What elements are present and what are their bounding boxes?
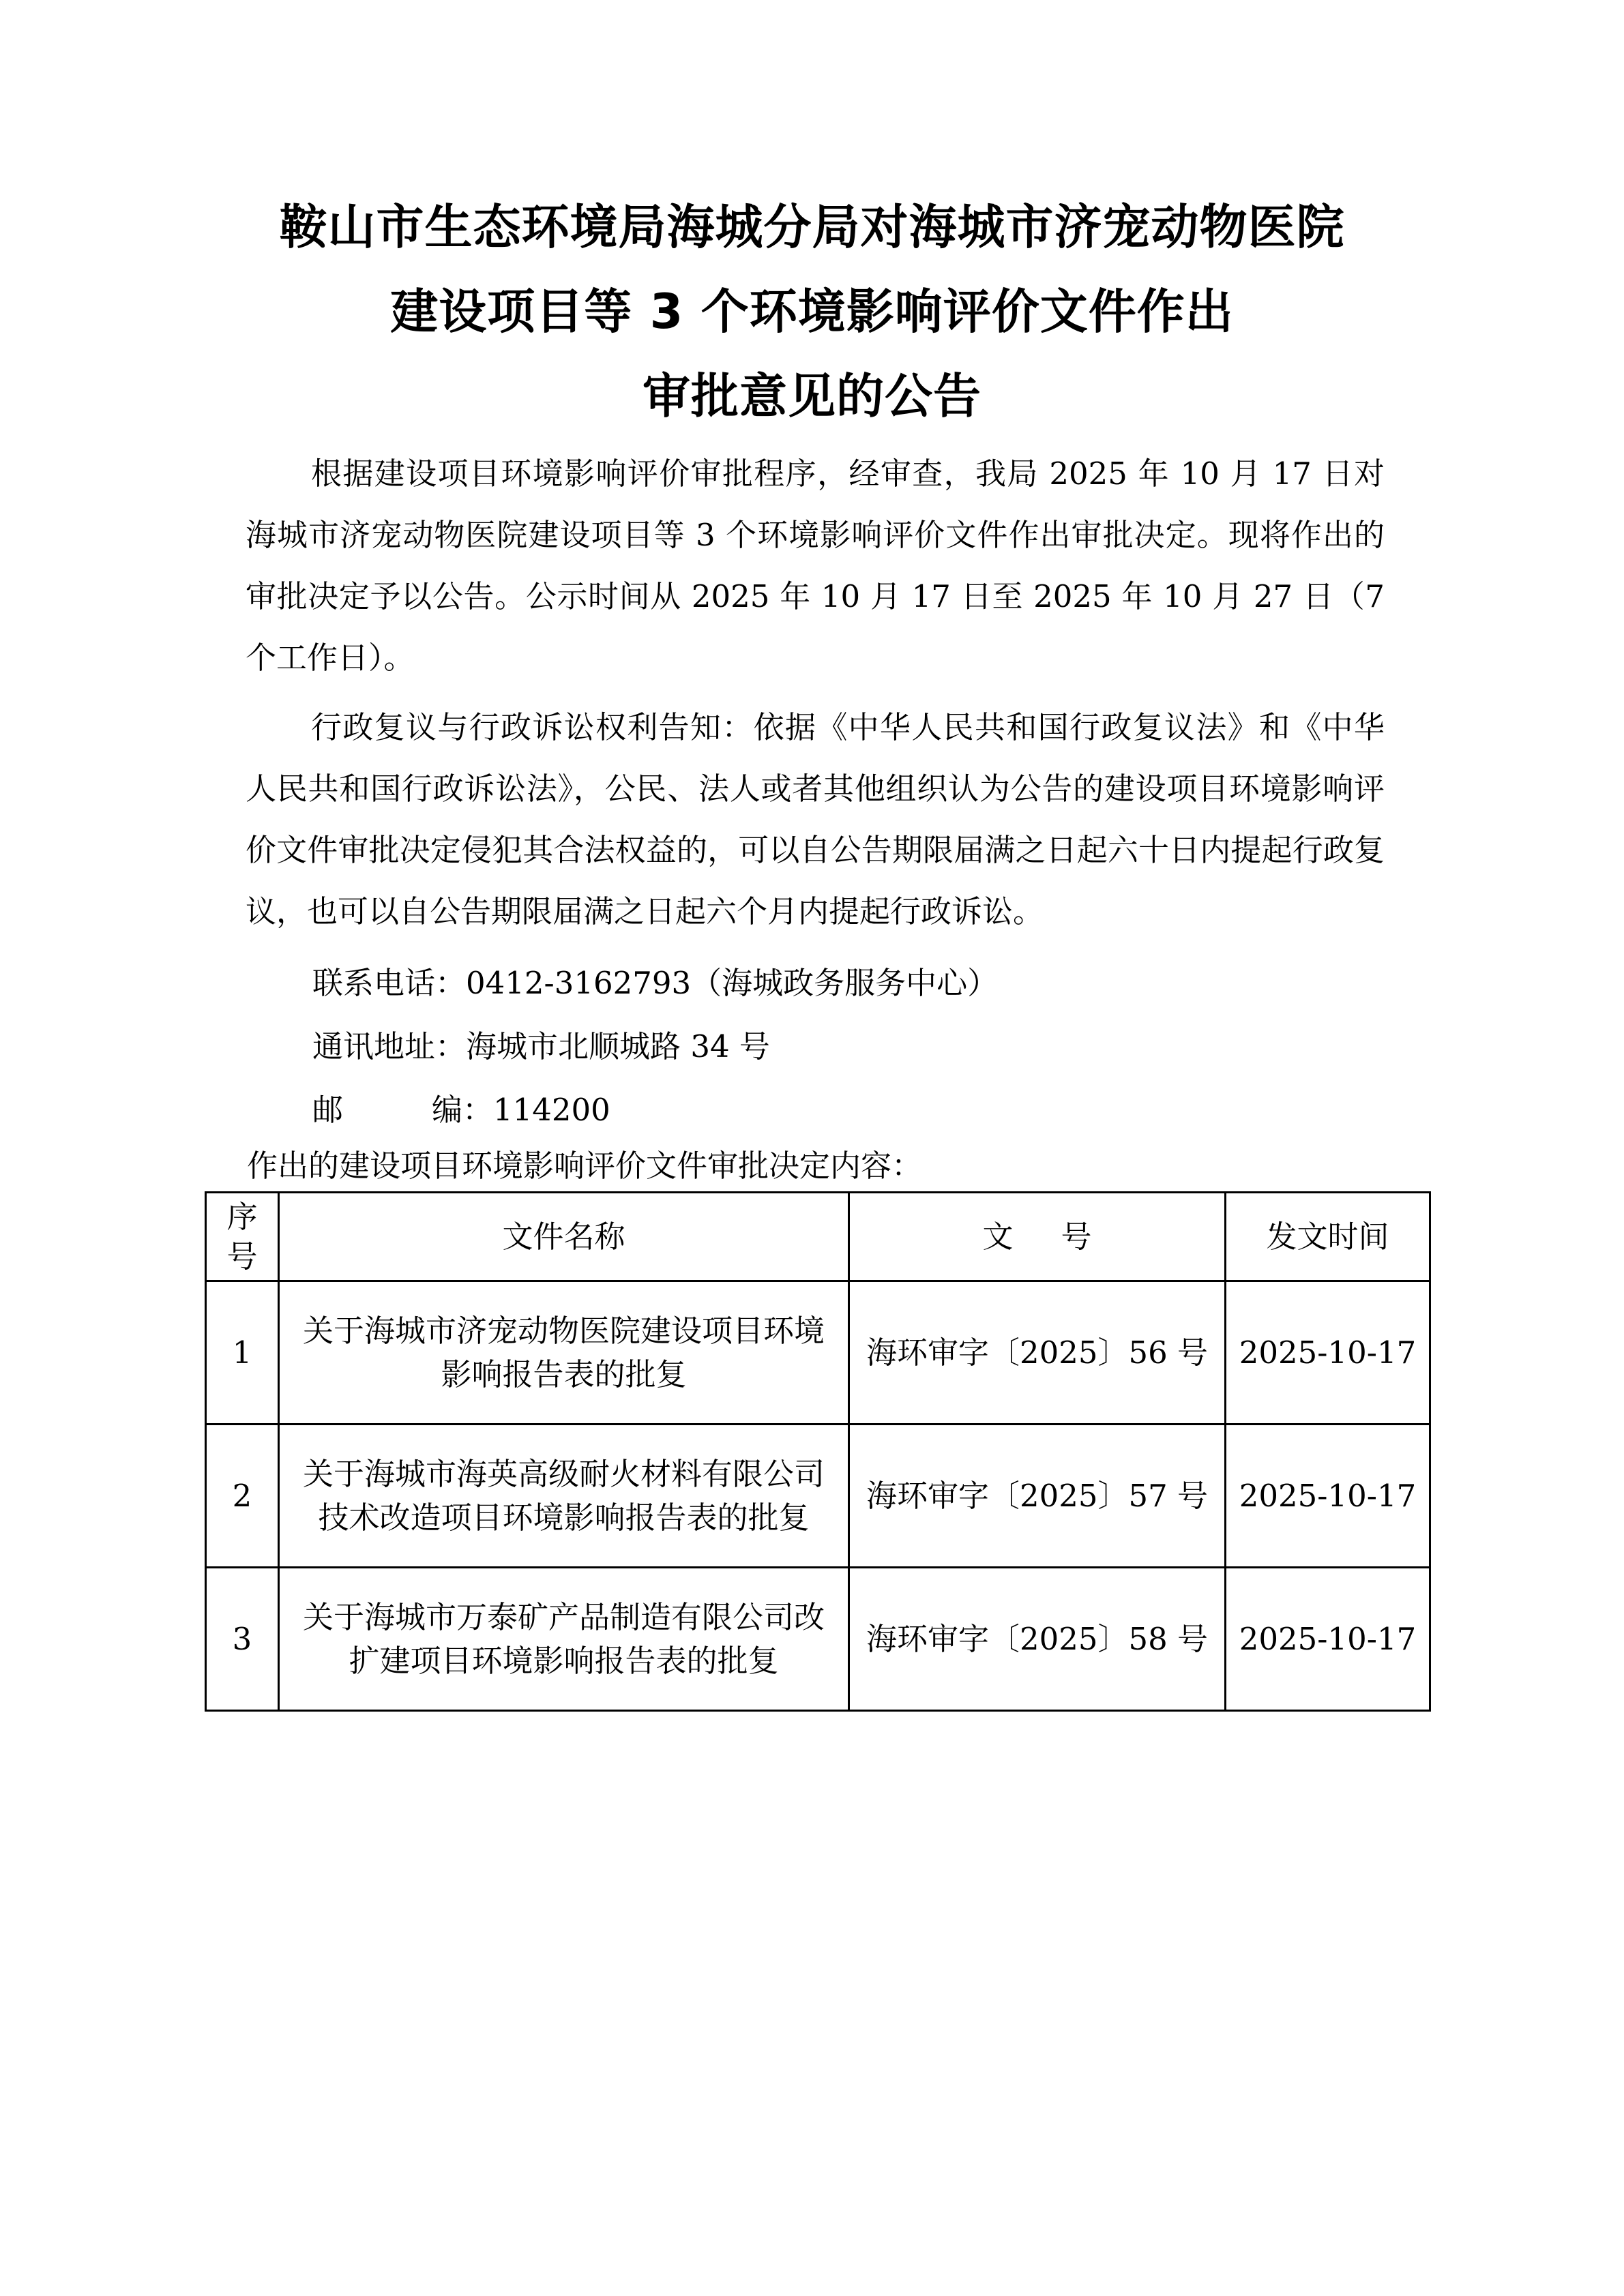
- row-serial-number: 3: [206, 1568, 279, 1711]
- header-doc-char-2: 号: [1061, 1218, 1092, 1255]
- header-serial-char-2: 号: [226, 1238, 258, 1274]
- legal-rights-paragraph: 行政复议与行政诉讼权利告知：依据《中华人民共和国行政复议法》和《中华人民共和国行政诉讼法》，公民、法人或者其他组织认为公告的建设项目环境影响评价文件审批决定侵犯其合法权益的，可以自公告期限届满之日起六十日内提起行政复议，也可以自公告期限届满之日起六个月内提起行政诉讼。: [246, 709, 1385, 929]
- contact-phone-label: 联系电话：: [312, 965, 467, 1001]
- document-title-line-3: 审批意见的公告: [643, 368, 981, 424]
- row-document-number: 海环审字〔2025〕56 号: [849, 1281, 1226, 1425]
- table-header-row: [206, 1193, 1430, 1281]
- row-serial-number: 2: [206, 1425, 279, 1568]
- postcode-label-second: 编：: [432, 1092, 494, 1128]
- approval-decisions-table: [205, 1191, 1431, 1712]
- header-serial-char-1: 序: [226, 1198, 258, 1235]
- document-title-line-2: 建设项目等 3 个环境影响评价文件作出: [390, 284, 1234, 340]
- mailing-address-label: 通讯地址：: [312, 1028, 467, 1064]
- header-file-name: 文件名称: [279, 1193, 849, 1281]
- table-row: [206, 1425, 1430, 1568]
- table-intro: 作出的建设项目环境影响评价文件审批决定内容：: [247, 1148, 923, 1184]
- postcode-line: [312, 1090, 610, 1131]
- document-title-line-1: 鞍山市生态环境局海城分局对海城市济宠动物医院: [279, 199, 1345, 255]
- postcode-value: 114200: [493, 1092, 610, 1128]
- table-row: [206, 1568, 1430, 1711]
- header-serial-number: [206, 1193, 279, 1281]
- row-issue-date: 2025-10-17: [1226, 1568, 1430, 1711]
- row-serial-number: 1: [206, 1281, 279, 1425]
- row-document-number: 海环审字〔2025〕57 号: [849, 1425, 1226, 1568]
- row-file-name: 关于海城市济宠动物医院建设项目环境影响报告表的批复: [279, 1281, 849, 1425]
- header-doc-char-1: 文: [982, 1218, 1014, 1255]
- mailing-address-value: 海城市北顺城路 34 号: [466, 1028, 770, 1064]
- header-document-number: [849, 1193, 1226, 1281]
- header-issue-date: 发文时间: [1226, 1193, 1430, 1281]
- table-row: [206, 1281, 1430, 1425]
- row-file-name: 关于海城市万泰矿产品制造有限公司改扩建项目环境影响报告表的批复: [279, 1568, 849, 1711]
- postcode-label-first: 邮: [312, 1092, 344, 1128]
- contact-phone-line: [312, 963, 998, 1004]
- mailing-address-line: [312, 1026, 770, 1067]
- approval-announcement-paragraph: 根据建设项目环境影响评价审批程序，经审查，我局 2025 年 10 月 17 日对海城市济宠动物医院建设项目等 3 个环境影响评价文件作出审批决定。现将作出的审批决定予以公告。公示时间从 2025 年 10 月 17 日至 2025 年 10 月 27 日（7 个工作日）。: [246, 456, 1385, 676]
- row-file-name: 关于海城市海英高级耐火材料有限公司技术改造项目环境影响报告表的批复: [279, 1425, 849, 1568]
- row-issue-date: 2025-10-17: [1226, 1281, 1430, 1425]
- contact-phone-value: 0412-3162793（海城政务服务中心）: [466, 965, 999, 1001]
- row-document-number: 海环审字〔2025〕58 号: [849, 1568, 1226, 1711]
- row-issue-date: 2025-10-17: [1226, 1425, 1430, 1568]
